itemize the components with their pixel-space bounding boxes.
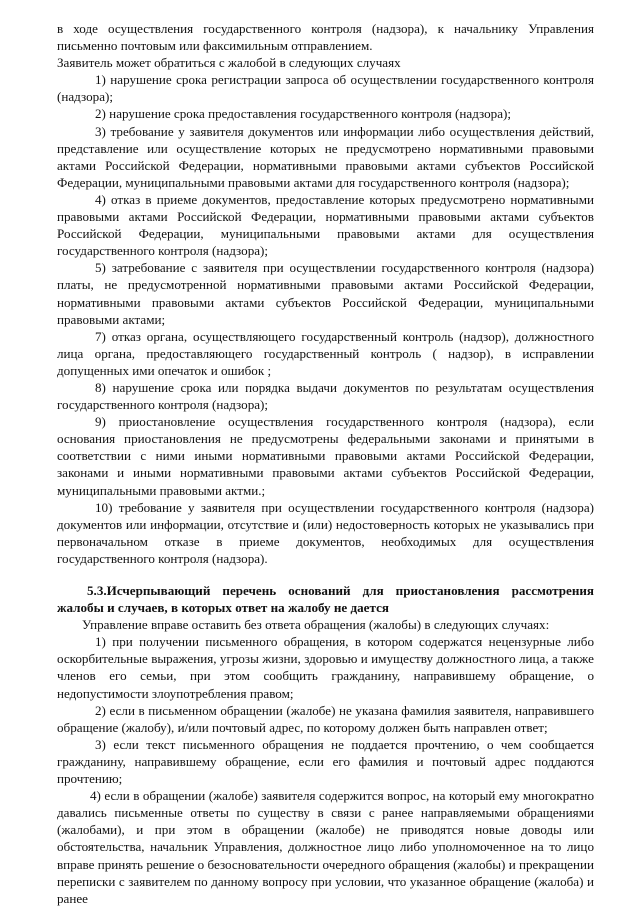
list-item: 1) при получении письменного обращения, в котором содержатся нецензурные либо оскорбительные выражения, угрозы жизни, здоровью и имуществу должностного лица, а также членов его семьи, при этом сообщить гражданину, направившему обращение, о недопустимости злоупотребления правом; <box>57 634 594 701</box>
paragraph-complaint-cases-intro: Заявитель может обратиться с жалобой в следующих случаях <box>57 55 401 71</box>
document-page <box>57 20 594 907</box>
paragraph-no-answer-intro: Управление вправе оставить без ответа обращения (жалобы) в следующих случаях: <box>82 617 550 633</box>
list-item: 9) приостановление осуществления государственного контроля (надзора), если основания приостановления не предусмотрены федеральными законами и принятыми в соответствии с ними иными нормативными правовыми актами Российской Федерации, законами и иными нормативными правовыми актами субъектов Российской Федерации, муниципальными правовыми актми.; <box>57 414 594 498</box>
list-item: 2) если в письменном обращении (жалобе) не указана фамилия заявителя, направившего обращение (жалобу), и/или почтовый адрес, по которому должен быть направлен ответ; <box>57 702 594 735</box>
list-item: 3) требование у заявителя документов или информации либо осуществления действий, представление или осуществление которых не предусмотрено нормативными правовыми актами Российской Федерации, нормативными правовыми актами субъектов Российской Федерации, муниципальными правовыми актами для государственного контроля (надзора); <box>57 123 594 190</box>
list-item: 3) если текст письменного обращения не поддается прочтению, о чем сообщается гражданину, направившему обращение, если его фамилия и почтовый адрес поддаются прочтению; <box>57 736 594 787</box>
list-item: 8) нарушение срока или порядка выдачи документов по результатам осуществления государственного контроля (надзора); <box>57 379 594 413</box>
paragraph-intro-continuation: в ходе осуществления государственного контроля (надзора), к начальнику Управления письменно почтовым или факсимильным отправлением. <box>57 21 594 54</box>
section-heading: 5.3.Исчерпывающий перечень оснований для приостановления рассмотрения жалобы и случаев, в которых ответ на жалобу не дается <box>57 583 594 616</box>
list-item: 1) нарушение срока регистрации запроса об осуществлении государственного контроля (надзора); <box>57 72 594 105</box>
list-item: 7) отказ органа, осуществляющего государственный контроль (надзор), должностного лица органа, предоставляющего государственный контроль ( надзор), в исправлении допущенных ими опечаток и ошибок ; <box>57 328 594 378</box>
list-item: 5) затребование с заявителя при осуществлении государственного контроля (надзора) платы, не предусмотренной нормативными правовыми актами Российской Федерации, нормативными правовыми актами субъектов Российской Федерации, муниципальными правовыми актами; <box>57 260 594 327</box>
list-item: 4) отказ в приеме документов, предоставление которых предусмотрено нормативными правовыми актами Российской Федерации, нормативными правовыми актами субъектов Российской Федерации, муниципальными правовыми актами для осуществления государственного контроля (надзора); <box>57 191 594 259</box>
list-item: 2) нарушение срока предоставления государственного контроля (надзора); <box>95 106 512 122</box>
list-item: 4) если в обращении (жалобе) заявителя содержится вопрос, на который ему многократно давались письменные ответы по существу в связи с ранее направляемыми обращениями (жалобами), и при этом в обращении (жалобе) не приводятся новые доводы или обстоятельства, начальник Управления, должностное лицо либо уполномоченное на то лицо вправе принять решение о безосновательности очередного обращения (жалобы) и прекращении переписки с заявителем по данному вопросу при условии, что указанное обращение (жалоба) и ранее <box>57 788 594 906</box>
list-item: 10) требование у заявителя при осуществлении государственного контроля (надзора) документов или информации, отсутствие и (или) недостоверность которых не указывались при первоначальном отказе в приеме документов, необходимых для осуществления государственного контроля (надзора). <box>57 499 594 566</box>
